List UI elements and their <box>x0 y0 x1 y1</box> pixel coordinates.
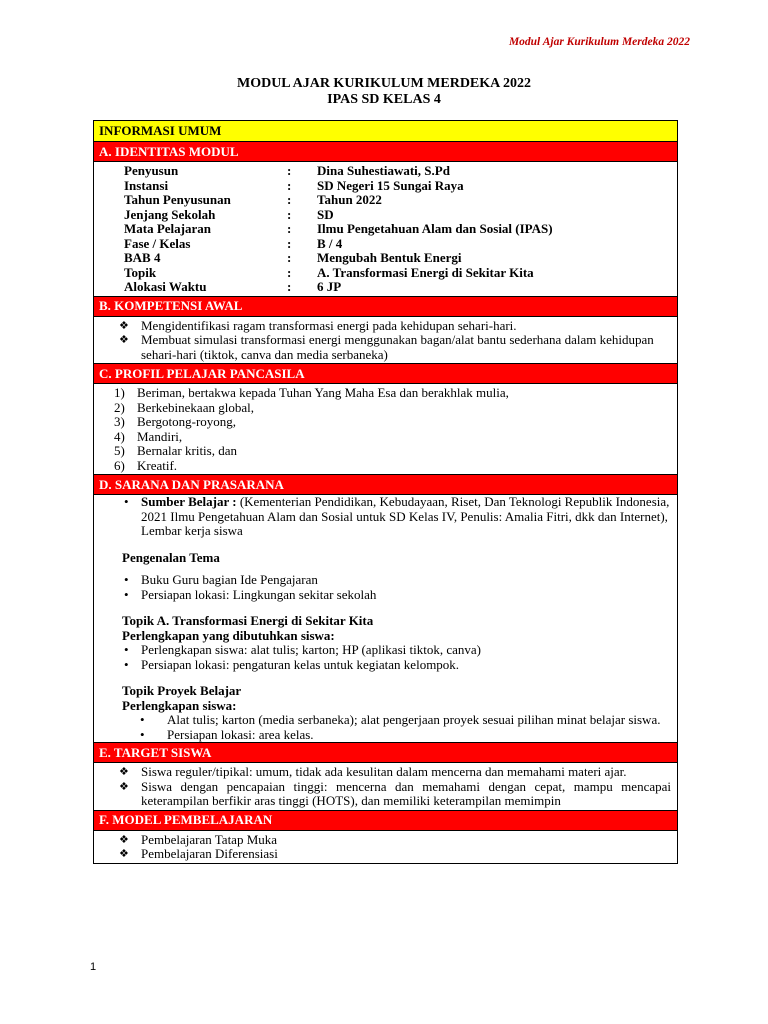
section-kompetensi-awal: B. KOMPETENSI AWAL <box>94 296 678 316</box>
list-item: 4) Mandiri, <box>114 428 183 444</box>
identitas-row: Alokasi Waktu : 6 JP <box>124 279 342 294</box>
list-item: • Persiapan lokasi: Lingkungan sekitar sekolah <box>124 586 377 602</box>
model-pembelajaran-list <box>94 833 677 862</box>
list-item: 6) Kreatif. <box>114 457 178 473</box>
diamond-bullet-icon: ❖ <box>119 780 129 793</box>
list-item: • Persiapan lokasi: area kelas. <box>140 726 314 742</box>
list-item: 1) Beriman, bertakwa kepada Tuhan Yang Maha Esa dan berakhlak mulia, <box>114 385 509 400</box>
diamond-bullet-icon: ❖ <box>119 334 129 346</box>
list-item: • Perlengkapan siswa: alat tulis; karton; HP (aplikasi tiktok, canva) <box>124 642 481 657</box>
profil-list <box>94 386 677 473</box>
list-item <box>123 495 677 539</box>
bullet-icon: • <box>124 642 129 657</box>
identitas-row: Fase / Kelas : B / 4 <box>124 235 343 251</box>
list-item: ❖ Siswa dengan pencapaian tinggi: mencerna dan memahami dengan cepat, mampu mencapai keterampilan berfikir aras tinggi (HOTS), dan memiliki keterampilan memimpin <box>119 778 671 808</box>
diamond-bullet-icon: ❖ <box>119 319 129 332</box>
topik-a-subheading: Perlengkapan yang dibutuhkan siswa: <box>122 627 335 643</box>
list-item: ❖ Membuat simulasi transformasi energi menggunakan bagan/alat bantu sederhana dalam kehidupan sehari-hari (tiktok, canva dan media serbaneka) <box>119 332 654 362</box>
diamond-bullet-icon: ❖ <box>119 766 129 778</box>
list-item: ❖ Pembelajaran Diferensiasi <box>119 846 278 861</box>
document-title <box>0 76 768 108</box>
topik-a-list <box>94 643 677 672</box>
proyek-belajar-subheading: Perlengkapan siswa: <box>122 697 237 713</box>
bullet-icon: • <box>124 494 129 509</box>
list-item: • Buku Guru bagian Ide Pengajaran <box>124 572 318 587</box>
identitas-list <box>94 164 677 295</box>
bullet-icon: • <box>140 726 145 742</box>
list-item: 5) Bernalar kritis, dan <box>114 443 237 458</box>
list-item: ❖ Pembelajaran Tatap Muka <box>119 831 278 847</box>
diamond-bullet-icon: ❖ <box>119 833 129 846</box>
running-header: Modul Ajar Kurikulum Merdeka 2022 <box>508 36 690 48</box>
identitas-row: Topik : A. Transformasi Energi di Sekitar Kita <box>124 264 534 280</box>
bullet-icon: • <box>124 656 129 672</box>
title-line-1: MODUL AJAR KURIKULUM MERDEKA 2022 <box>236 76 531 91</box>
section-profil-pelajar-pancasila: C. PROFIL PELAJAR PANCASILA <box>94 364 678 384</box>
section-identitas-modul: A. IDENTITAS MODUL <box>94 142 678 162</box>
pengenalan-tema-heading: Pengenalan Tema <box>122 549 220 565</box>
list-item: 3) Bergotong-royong, <box>114 414 237 429</box>
bullet-icon: • <box>140 712 145 727</box>
bullet-icon: • <box>124 572 129 587</box>
topik-a-heading: Topik A. Transformasi Energi di Sekitar Kita <box>122 613 374 628</box>
identitas-row: Instansi : SD Negeri 15 Sungai Raya <box>124 177 464 193</box>
list-item: ❖ Siswa reguler/tipikal: umum, tidak ada kesulitan dalam mencerna dan memahami materi ajar. <box>119 764 627 779</box>
page-number: 1 <box>90 961 97 973</box>
identitas-row: Tahun Penyusunan : Tahun 2022 <box>124 192 382 207</box>
pengenalan-tema-list <box>94 573 677 602</box>
sumber-belajar-label: Sumber Belajar : <box>141 494 237 509</box>
title-line-2: IPAS SD KELAS 4 <box>327 92 441 107</box>
module-table <box>93 120 678 864</box>
identitas-row: BAB 4 : Mengubah Bentuk Energi <box>124 250 462 265</box>
sumber-belajar-list <box>94 495 677 539</box>
sumber-belajar-text: (Kementerian Pendidikan, Kebudayaan, Riset, Dan Teknologi Republik Indonesia, 2021 Ilmu Pengetahuan Alam dan Sosial untuk SD Kelas IV, Penulis: Amalia Fitri, dkk dan Internet), Lembar kerja siswa <box>141 494 670 538</box>
section-sarana-prasarana: D. SARANA DAN PRASARANA <box>94 475 678 495</box>
diamond-bullet-icon: ❖ <box>119 848 129 860</box>
section-informasi-umum: INFORMASI UMUM <box>94 121 678 142</box>
proyek-belajar-list <box>94 713 677 742</box>
proyek-belajar-heading: Topik Proyek Belajar <box>122 683 242 698</box>
list-item: ❖ Mengidentifikasi ragam transformasi energi pada kehidupan sehari-hari. <box>119 317 517 333</box>
section-model-pembelajaran: F. MODEL PEMBELAJARAN <box>94 810 678 830</box>
target-siswa-list <box>94 765 677 809</box>
identitas-row: Penyusun : Dina Suhestiawati, S.Pd <box>124 163 450 178</box>
kompetensi-list <box>94 319 677 363</box>
list-item: 2) Berkebinekaan global, <box>114 399 254 415</box>
identitas-row: Jenjang Sekolah : SD <box>124 206 334 222</box>
bullet-icon: • <box>124 586 129 602</box>
section-target-siswa: E. TARGET SISWA <box>94 743 678 763</box>
identitas-row: Mata Pelajaran : Ilmu Pengetahuan Alam dan Sosial (IPAS) <box>124 221 553 236</box>
list-item: • Persiapan lokasi: pengaturan kelas untuk kegiatan kelompok. <box>124 656 460 672</box>
list-item: • Alat tulis; karton (media serbaneka); alat pengerjaan proyek sesuai pilihan minat belajar siswa. <box>140 712 661 727</box>
